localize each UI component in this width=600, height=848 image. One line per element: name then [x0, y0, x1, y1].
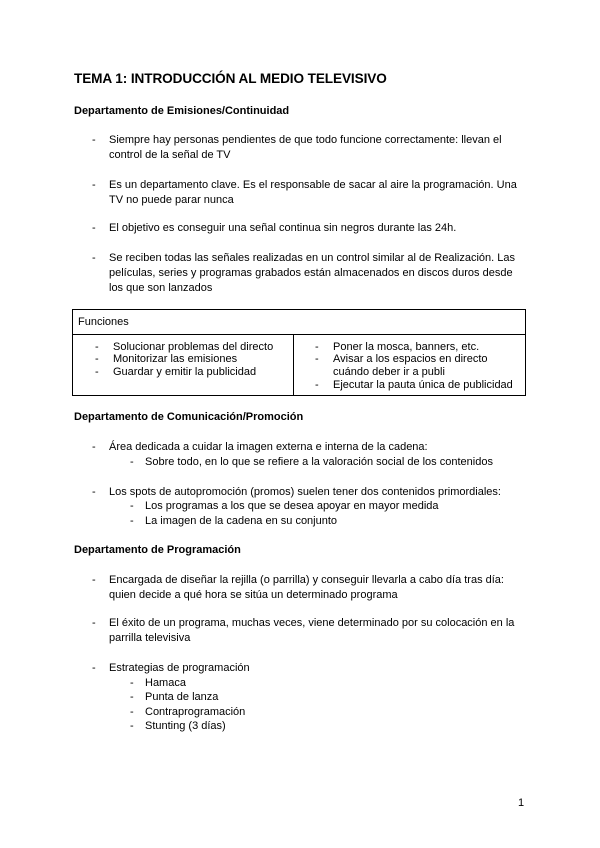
list-item-text: El éxito de un programa, muchas veces, viene determinado por su colocación en la — [109, 617, 515, 629]
table-column-divider — [293, 335, 294, 395]
bullet-dash: - — [95, 353, 99, 365]
bullet-dash: - — [92, 222, 96, 234]
sub-list-item — [130, 499, 530, 514]
list-item — [92, 485, 532, 500]
list-item-text: Estrategias de programación — [109, 662, 250, 674]
list-item-text: Los spots de autopromoción (promos) suelen tener dos contenidos primordiales: — [109, 486, 501, 498]
bullet-dash: - — [315, 341, 319, 353]
list-item-text: TV no puede parar nunca — [109, 194, 234, 206]
sub-list-item — [130, 719, 530, 734]
sub-list-item — [130, 455, 530, 470]
bullet-dash: - — [130, 720, 134, 732]
list-item — [92, 251, 532, 296]
bullet-dash: - — [315, 353, 319, 365]
bullet-dash: - — [130, 515, 134, 527]
functions-table-header — [73, 310, 525, 335]
table-list-item-text: Ejecutar la pauta única de publicidad — [333, 379, 513, 391]
bullet-dash: - — [130, 677, 134, 689]
list-item — [92, 616, 532, 646]
bullet-dash: - — [95, 366, 99, 378]
table-list-item-text: Avisar a los espacios en directo — [333, 353, 488, 365]
list-item-text: los que son lanzados — [109, 282, 213, 294]
list-item — [92, 221, 532, 236]
list-item-text: Encargada de diseñar la rejilla (o parrilla) y conseguir llevarla a cabo día tras día: — [109, 574, 504, 586]
list-item-text: quien decide a qué hora se sitúa un determinado programa — [109, 589, 398, 601]
functions-table-header-label: Funciones — [78, 316, 129, 328]
section-heading-emisiones: Departamento de Emisiones/Continuidad — [74, 105, 290, 117]
list-item-text: El objetivo es conseguir una señal continua sin negros durante las 24h. — [109, 222, 457, 234]
table-list-item-text: Guardar y emitir la publicidad — [113, 366, 257, 378]
bullet-dash: - — [92, 617, 96, 629]
list-item — [92, 573, 532, 603]
list-item-text: parrilla televisiva — [109, 632, 191, 644]
sub-list-item-text: La imagen de la cadena en su conjunto — [145, 515, 338, 527]
table-list-item-text: Monitorizar las emisiones — [113, 353, 238, 365]
bullet-dash: - — [92, 662, 96, 674]
list-item-text: control de la señal de TV — [109, 149, 231, 161]
table-list-item-text: cuándo deber ir a publi — [333, 366, 445, 378]
sub-list-item — [130, 705, 530, 720]
list-item-text: películas, series y programas grabados están almacenados en discos duros desde — [109, 267, 513, 279]
table-list-item-text: Solucionar problemas del directo — [113, 341, 274, 353]
bullet-dash: - — [92, 574, 96, 586]
bullet-dash: - — [130, 706, 134, 718]
bullet-dash: - — [92, 441, 96, 453]
list-item — [92, 178, 532, 208]
section-heading-programacion: Departamento de Programación — [74, 544, 241, 556]
list-item — [92, 440, 532, 455]
list-item-text: Se reciben todas las señales realizadas en un control similar al de Realización. Las — [109, 252, 516, 264]
sub-list-item-text: Hamaca — [145, 677, 186, 689]
sub-list-item-text: Sobre todo, en lo que se refiere a la valoración social de los contenidos — [145, 456, 493, 468]
sub-list-item-text: Punta de lanza — [145, 691, 219, 703]
table-list-item — [315, 353, 488, 379]
bullet-dash: - — [92, 486, 96, 498]
table-list-item — [95, 366, 256, 379]
sub-list-item — [130, 690, 530, 705]
list-item-text: Siempre hay personas pendientes de que todo funcione correctamente: llevan el — [109, 134, 502, 146]
list-item-text: Área dedicada a cuidar la imagen externa e interna de la cadena: — [109, 441, 428, 453]
sub-list-item — [130, 514, 530, 529]
bullet-dash: - — [130, 500, 134, 512]
bullet-dash: - — [92, 179, 96, 191]
bullet-dash: - — [130, 456, 134, 468]
page-number: 1 — [518, 797, 525, 809]
table-list-item — [95, 353, 237, 366]
sub-list-item-text: Contraprogramación — [145, 706, 246, 718]
functions-table — [72, 309, 526, 396]
list-item — [92, 133, 532, 163]
list-item — [92, 661, 532, 676]
list-item-text: Es un departamento clave. Es el responsable de sacar al aire la programación. Una — [109, 179, 517, 191]
bullet-dash: - — [315, 379, 319, 391]
table-list-item-text: Poner la mosca, banners, etc. — [333, 341, 480, 353]
page-title: TEMA 1: INTRODUCCIÓN AL MEDIO TELEVISIVO — [74, 71, 387, 86]
bullet-dash: - — [92, 134, 96, 146]
sub-list-item-text: Stunting (3 días) — [145, 720, 226, 732]
sub-list-item — [130, 676, 530, 691]
bullet-dash: - — [95, 341, 99, 353]
bullet-dash: - — [92, 252, 96, 264]
sub-list-item-text: Los programas a los que se desea apoyar en mayor medida — [145, 500, 439, 512]
table-list-item — [315, 379, 513, 392]
bullet-dash: - — [130, 691, 134, 703]
section-heading-comunicacion: Departamento de Comunicación/Promoción — [74, 411, 304, 423]
